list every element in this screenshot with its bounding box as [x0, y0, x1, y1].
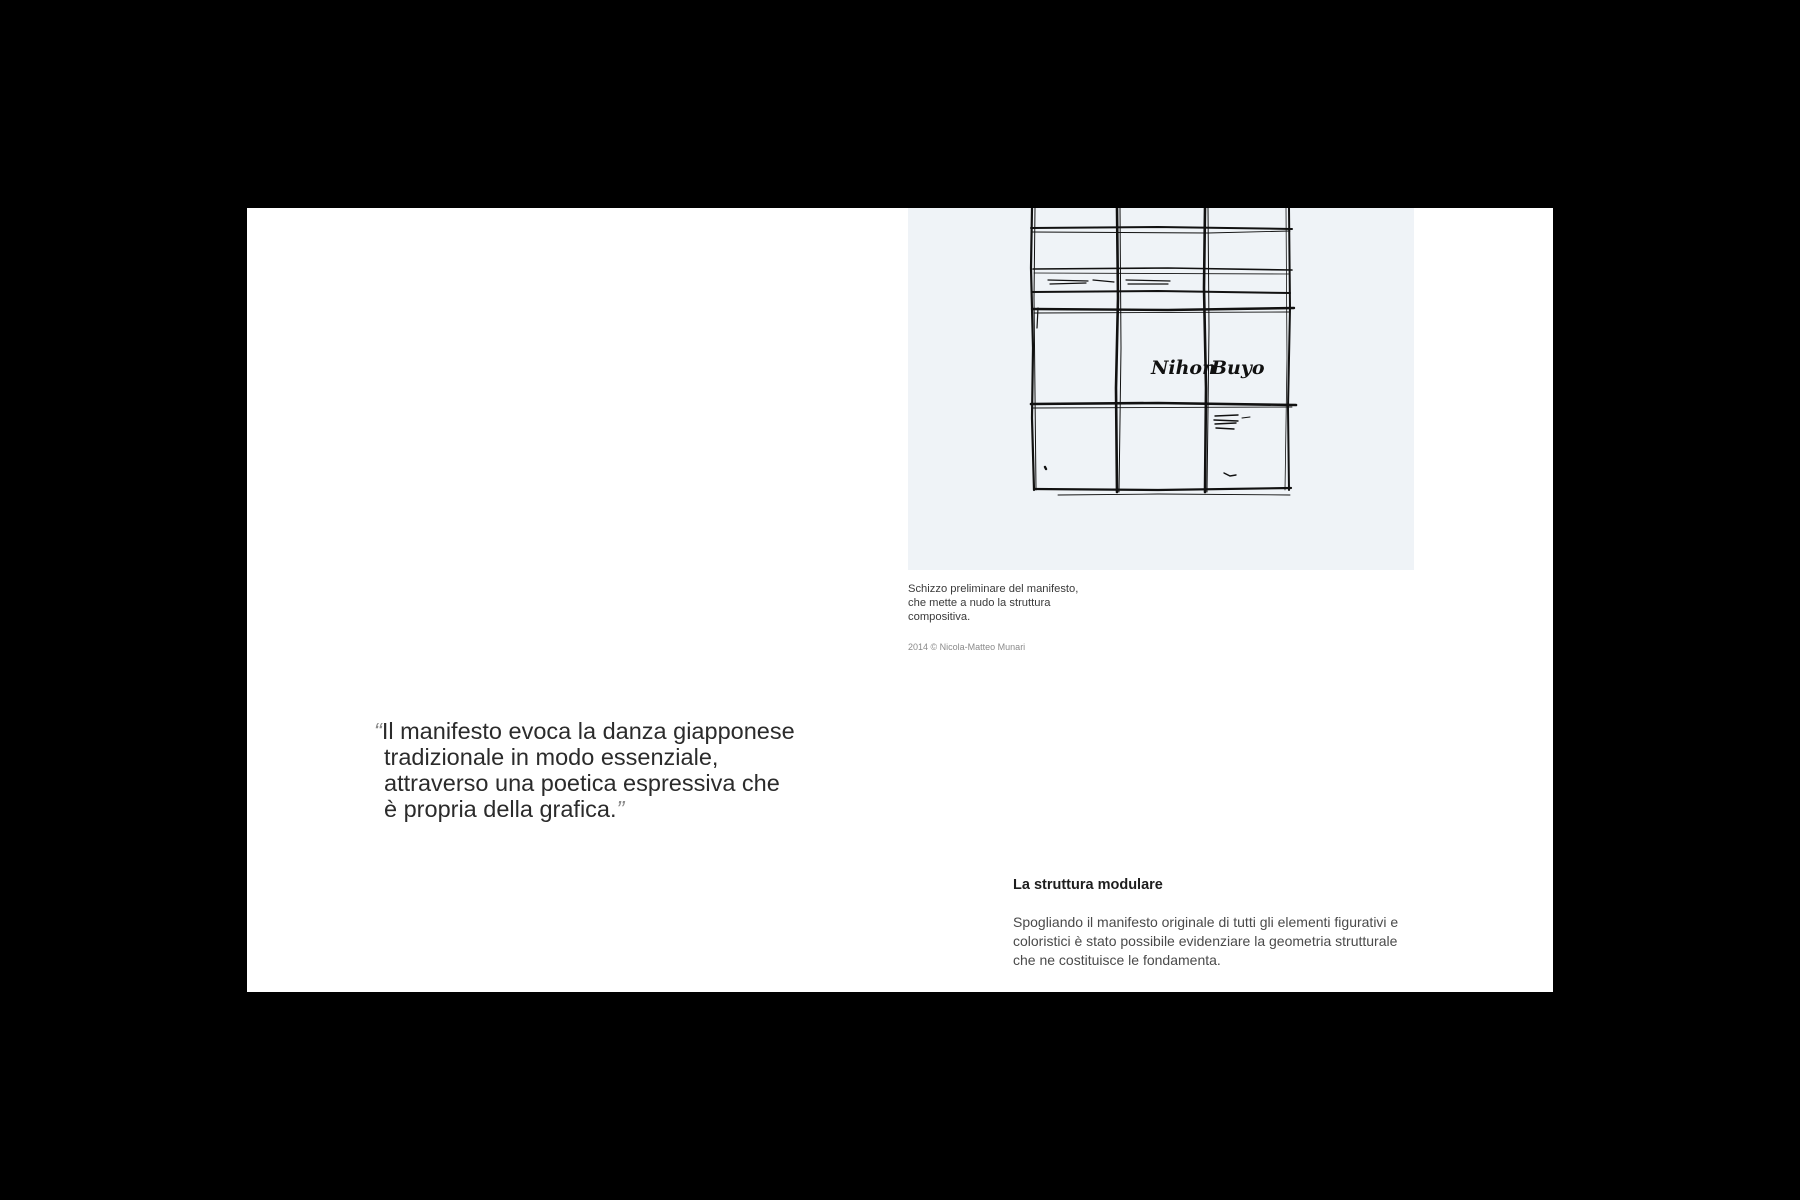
sketch-title-buyo: Buyo: [1211, 357, 1265, 379]
body-line: coloristici è stato possibile evidenziare la geometria strutturale: [1013, 933, 1398, 949]
quote-line: attraverso una poetica espressiva che: [384, 770, 780, 796]
caption-line: Schizzo preliminare del manifesto,: [908, 583, 1079, 595]
pull-quote: [374, 718, 844, 822]
close-quote-mark: ”: [616, 796, 625, 822]
quote-line: [374, 718, 844, 744]
section-body: [1013, 913, 1463, 970]
body-line: Spogliando il manifesto originale di tutti gli elementi figurativi e: [1013, 914, 1399, 930]
quote-line-text: Il manifesto evoca la danza giapponese: [381, 718, 795, 744]
book-spread: [247, 208, 1553, 992]
grid-sketch-drawing: [908, 208, 1414, 570]
figure-credit: 2014 © Nicola-Matteo Munari: [908, 642, 1026, 652]
quote-line-text: è propria della grafica.: [384, 796, 617, 822]
open-quote-mark: “: [374, 718, 382, 744]
figure-caption: [908, 582, 1108, 624]
section-title: La struttura modulare: [1013, 877, 1163, 893]
sketch-title-nihon: Nihon: [1151, 357, 1216, 379]
body-line: che ne costituisce le fondamenta.: [1013, 952, 1221, 968]
caption-line: compositiva.: [908, 611, 971, 623]
caption-line: che mette a nudo la struttura: [908, 597, 1051, 609]
quote-line: [374, 796, 844, 822]
quote-line: tradizionale in modo essenziale,: [384, 744, 719, 770]
sketch-image: [908, 208, 1414, 570]
